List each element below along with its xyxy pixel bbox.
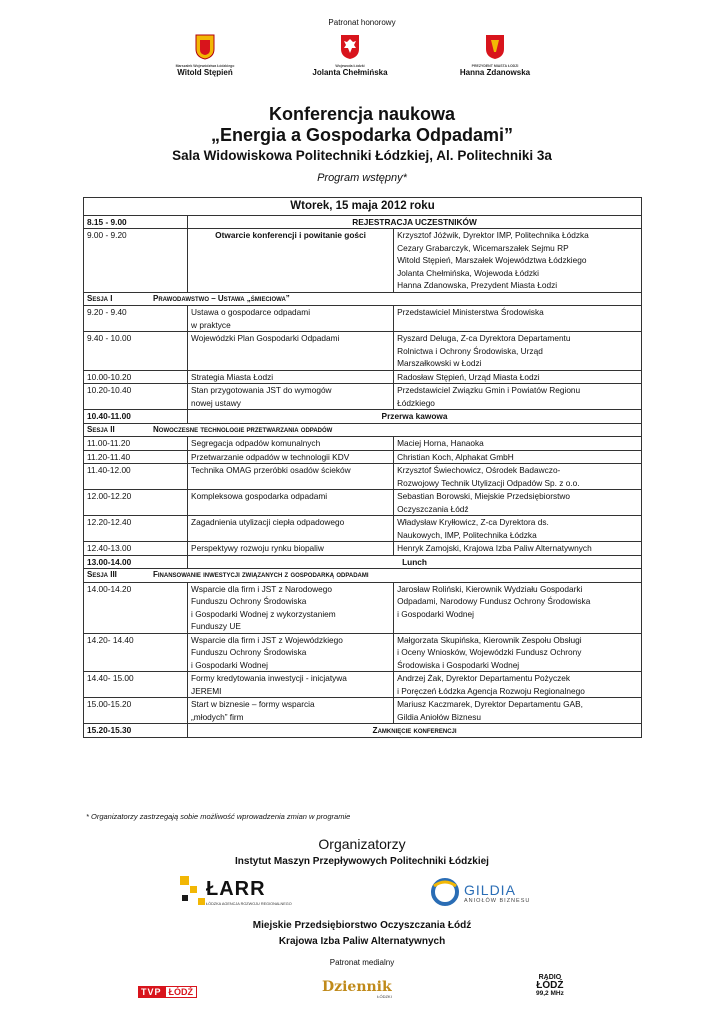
- session-title: Nowoczesne technologie przetwarzania odpadów: [153, 424, 333, 434]
- speaker-line: Krzysztof Świechowicz, Ośrodek Badawczo-: [397, 465, 561, 475]
- topic-cell: [188, 633, 394, 672]
- speaker-line: Gildia Aniołów Biznesu: [397, 711, 482, 722]
- speaker-line: Oczyszczania Łódź: [397, 503, 469, 514]
- table-row: [84, 490, 642, 516]
- topic-line: nowej ustawy: [191, 397, 241, 408]
- time-cell: 10.20-10.40: [84, 384, 188, 410]
- table-row: [84, 582, 642, 633]
- tvp-logo-text: TVP: [138, 986, 165, 998]
- patron-1-name: Witold Stępień: [177, 68, 233, 77]
- topic-cell: [188, 384, 394, 410]
- patron-2-emblem-caption: Wojewoda Łódzki: [335, 64, 365, 68]
- session-title: Finansowanie inwestycji związanych z gospodarką odpadami: [153, 570, 369, 579]
- session-label: Sesja III: [87, 570, 117, 579]
- gildia-logo-text: GILDIA: [464, 882, 516, 898]
- table-row: [84, 516, 642, 542]
- speaker-cell: [394, 306, 642, 332]
- conference-title-line2: „Energia a Gospodarka Odpadami”: [210, 125, 514, 145]
- dziennik-logo-text: Dziennik: [322, 979, 392, 995]
- speaker-line: Sebastian Borowski, Miejskie Przedsiębiorstwo: [397, 491, 571, 501]
- patron-2-name: Jolanta Chełmińska: [312, 68, 388, 77]
- speaker-cell: [394, 582, 642, 633]
- time-cell: 15.20-15.30: [84, 724, 188, 738]
- topic-cell: Kompleksowa gospodarka odpadami: [188, 490, 394, 516]
- topic-cell: Zagadnienia utylizacji ciepła odpadowego: [188, 516, 394, 542]
- session-row: [84, 569, 642, 583]
- footnote: * Organizatorzy zastrzegają sobie możliwość wprowadzenia zmian w programie: [86, 812, 351, 821]
- conference-title-line1: Konferencja naukowa: [268, 104, 456, 124]
- speaker-line: i Poręczeń Łódzka Agencja Rozwoju Regionalnego: [397, 685, 585, 696]
- speaker-cell: Radosław Stępień, Urząd Miasta Łodzi: [394, 370, 642, 384]
- speaker-line: Przedstawiciel Związku Gmin i Powiatów Regionu: [397, 385, 581, 395]
- gildia-logo-subtitle: ANIOŁÓW BIZNESU: [464, 898, 531, 904]
- session-header: [84, 569, 642, 583]
- time-cell: 12.20-12.40: [84, 516, 188, 542]
- topic-line: i Gospodarki Wodnej z wykorzystaniem: [191, 608, 336, 619]
- break-cell: Przerwa kawowa: [188, 410, 642, 424]
- time-cell: 14.40- 15.00: [84, 672, 188, 698]
- topic-line: Formy kredytowania inwestycji - inicjatywa: [191, 673, 347, 683]
- speaker-cell: [394, 332, 642, 371]
- speaker-line: Witold Stępień, Marszałek Województwa Łódzkiego: [397, 255, 587, 265]
- speaker-line: Środowiska i Gospodarki Wodnej: [397, 659, 520, 670]
- topic-line: Ustawa o gospodarce odpadami: [191, 307, 311, 317]
- speaker-cell: Maciej Horna, Hanaoka: [394, 437, 642, 451]
- speaker-line: Rolnictwa i Ochrony Środowiska, Urząd: [397, 345, 543, 356]
- speaker-cell: [394, 516, 642, 542]
- topic-line: Wojewódzki Plan Gospodarki Odpadami: [191, 333, 340, 343]
- topic-line: Funduszy UE: [191, 621, 241, 631]
- time-cell: 11.00-11.20: [84, 437, 188, 451]
- table-row: [84, 633, 642, 672]
- topic-cell: Strategia Miasta Łodzi: [188, 370, 394, 384]
- time-cell: 14.20- 14.40: [84, 633, 188, 672]
- organizer-mpo: Miejskie Przedsiębiorstwo Oczyszczania Łódź: [252, 920, 472, 931]
- venue: Sala Widowiskowa Politechniki Łódzkiej, Al. Politechniki 3a: [172, 148, 552, 163]
- topic-cell: Technika OMAG przeróbki osadów ścieków: [188, 464, 394, 490]
- topic-line: i Gospodarki Wodnej: [191, 659, 268, 670]
- speaker-line: Hanna Zdanowska, Prezydent Miasta Łodzi: [397, 280, 558, 290]
- tvp-city-text: ŁÓDŹ: [165, 986, 198, 998]
- table-row: [84, 698, 642, 724]
- time-cell: 13.00-14.00: [84, 555, 188, 569]
- gildia-logo: [430, 876, 550, 912]
- radio-logo-line1: RADIO: [538, 974, 562, 981]
- lunch-cell: Lunch: [188, 555, 642, 569]
- program-label: Program wstępny*: [317, 172, 407, 184]
- speaker-cell: Christian Koch, Alphakat GmbH: [394, 450, 642, 464]
- larr-logo-subtitle: ŁÓDZKA AGENCJA ROZWOJU REGIONALNEGO: [206, 902, 292, 906]
- speaker-cell: [394, 229, 642, 293]
- table-row: [84, 672, 642, 698]
- speaker-line: Małgorzata Skupińska, Kierownik Zespołu Obsługi: [397, 634, 582, 645]
- gildia-logo-icon: [430, 876, 460, 908]
- topic-cell: [188, 332, 394, 371]
- organizers-heading: Organizatorzy: [318, 836, 406, 852]
- registration-cell: REJESTRACJA UCZESTNIKÓW: [188, 215, 642, 229]
- table-row: [84, 229, 642, 293]
- time-cell: 9.00 - 9.20: [84, 229, 188, 293]
- topic-line: Funduszu Ochrony Środowiska: [191, 596, 307, 606]
- speaker-line: Jarosław Roliński, Kierownik Wydziału Gospodarki: [397, 583, 583, 594]
- speaker-line: Andrzej Żak, Dyrektor Departamentu Pożyczek: [397, 673, 571, 683]
- lodzkie-voivodeship-emblem-icon: [195, 34, 215, 60]
- day-row: [84, 198, 642, 216]
- speaker-cell: Henryk Zamojski, Krajowa Izba Paliw Alternatywnych: [394, 542, 642, 556]
- topic-cell: [188, 306, 394, 332]
- patron-1-emblem-caption: Marszałek Województwa Łódzkiego: [175, 64, 235, 68]
- time-cell: 10.40-11.00: [84, 410, 188, 424]
- table-row: [84, 306, 642, 332]
- topic-line: Stan przygotowania JST do wymogów: [191, 385, 332, 395]
- patron-3-name: Hanna Zdanowska: [459, 68, 531, 77]
- lodz-city-emblem-icon: [485, 34, 505, 60]
- speaker-cell: [394, 633, 642, 672]
- time-cell: 11.20-11.40: [84, 450, 188, 464]
- larr-logo: [178, 874, 328, 912]
- time-cell: 8.15 - 9.00: [84, 215, 188, 229]
- topic-cell: Segregacja odpadów komunalnych: [188, 437, 394, 451]
- topic-line: Wsparcie dla firm i JST z Narodowego: [191, 583, 332, 594]
- dziennik-lodzki-logo: [322, 980, 392, 999]
- topic-line: „młodych” firm: [191, 711, 244, 722]
- table-row: [84, 370, 642, 384]
- table-row: [84, 384, 642, 410]
- topic-line: Wsparcie dla firm i JST z Wojewódzkiego: [191, 634, 343, 645]
- organizer-kipa: Krajowa Izba Paliw Alternatywnych: [278, 936, 446, 947]
- table-row: [84, 332, 642, 371]
- speaker-cell: [394, 490, 642, 516]
- patron-3-emblem-caption: PREZYDENT MIASTA ŁODZI: [471, 64, 519, 68]
- speaker-cell: [394, 384, 642, 410]
- topic-line: w praktyce: [191, 319, 231, 330]
- session-header: [84, 423, 642, 437]
- speaker-line: Łódzkiego: [397, 397, 435, 408]
- speaker-line: Marszałkowski w Łodzi: [397, 358, 482, 368]
- patron-block-1: [140, 34, 270, 77]
- agenda-table: [83, 197, 642, 738]
- speaker-line: Naukowych, IMP, Politechnika Łódzka: [397, 529, 537, 540]
- table-row: [84, 215, 642, 229]
- speaker-line: Cezary Grabarczyk, Wicemarszałek Sejmu RP: [397, 242, 569, 253]
- topic-cell: [188, 672, 394, 698]
- speaker-line: Mariusz Kaczmarek, Dyrektor Departamentu GAB,: [397, 699, 583, 709]
- table-row: [84, 410, 642, 424]
- speaker-line: Jolanta Chełmińska, Wojewoda Łódzki: [397, 267, 539, 278]
- speaker-line: i Gospodarki Wodnej: [397, 608, 474, 619]
- patron-block-2: [285, 34, 415, 77]
- speaker-line: Krzysztof Jóźwik, Dyrektor IMP, Politechnika Łódzka: [397, 230, 589, 240]
- tvp-lodz-logo: [138, 982, 197, 996]
- larr-logo-icon: [178, 874, 208, 910]
- organizer-imp: Instytut Maszyn Przepływowych Politechniki Łódzkiej: [235, 856, 489, 867]
- radio-lodz-logo: [536, 974, 564, 998]
- session-row: [84, 423, 642, 437]
- speaker-cell: [394, 672, 642, 698]
- session-label: Sesja I: [87, 293, 113, 303]
- dziennik-logo-subtitle: ŁÓDZKI: [377, 994, 392, 999]
- title-block: [0, 104, 724, 184]
- patron-block-3: [430, 34, 560, 77]
- day-heading: Wtorek, 15 maja 2012 roku: [84, 198, 642, 216]
- table-row: [84, 464, 642, 490]
- topic-line: Start w biznesie – formy wsparcia: [191, 699, 315, 709]
- speaker-cell: [394, 464, 642, 490]
- patronage-title: Patronat honorowy: [328, 18, 396, 27]
- time-cell: 9.20 - 9.40: [84, 306, 188, 332]
- table-row: [84, 450, 642, 464]
- table-row: [84, 437, 642, 451]
- topic-cell: [188, 582, 394, 633]
- radio-logo-line2: ŁÓDŹ: [536, 980, 564, 991]
- time-cell: 11.40-12.00: [84, 464, 188, 490]
- closing-cell: Zamknięcie konferencji: [188, 724, 642, 738]
- media-heading: Patronat medialny: [329, 958, 395, 967]
- speaker-line: Rozwojowy Technik Utylizacji Odpadów Sp. z o.o.: [397, 477, 580, 488]
- speaker-cell: [394, 698, 642, 724]
- topic-cell: [188, 698, 394, 724]
- time-cell: 12.40-13.00: [84, 542, 188, 556]
- table-row: [84, 555, 642, 569]
- time-cell: 15.00-15.20: [84, 698, 188, 724]
- time-cell: 14.00-14.20: [84, 582, 188, 633]
- time-cell: 12.00-12.20: [84, 490, 188, 516]
- radio-logo-frequency: 99,2 MHz: [536, 990, 564, 997]
- topic-cell: Perspektywy rozwoju rynku biopaliw: [188, 542, 394, 556]
- speaker-line: Przedstawiciel Ministerstwa Środowiska: [397, 307, 544, 317]
- speaker-line: Władysław Kryłłowicz, Z-ca Dyrektora ds.: [397, 517, 549, 527]
- larr-logo-text: ŁARR: [206, 878, 266, 900]
- table-row: [84, 542, 642, 556]
- topic-cell: Otwarcie konferencji i powitanie gości: [188, 229, 394, 293]
- topic-cell: Przetwarzanie odpadów w technologii KDV: [188, 450, 394, 464]
- table-row: [84, 724, 642, 738]
- session-row: [84, 292, 642, 306]
- session-header: [84, 292, 642, 306]
- time-cell: 10.00-10.20: [84, 370, 188, 384]
- session-label: Sesja II: [87, 424, 115, 434]
- time-cell: 9.40 - 10.00: [84, 332, 188, 371]
- speaker-line: Odpadami, Narodowy Fundusz Ochrony Środowiska: [397, 596, 591, 606]
- polish-eagle-emblem-icon: [340, 34, 360, 60]
- speaker-line: Ryszard Deluga, Z-ca Dyrektora Departamentu: [397, 333, 571, 343]
- topic-line: JEREMI: [191, 685, 222, 696]
- topic-line: Funduszu Ochrony Środowiska: [191, 647, 307, 657]
- speaker-line: i Oceny Wniosków, Wojewódzki Fundusz Ochrony: [397, 647, 582, 657]
- session-title: Prawodawstwo – Ustawa „śmieciowa”: [153, 293, 290, 303]
